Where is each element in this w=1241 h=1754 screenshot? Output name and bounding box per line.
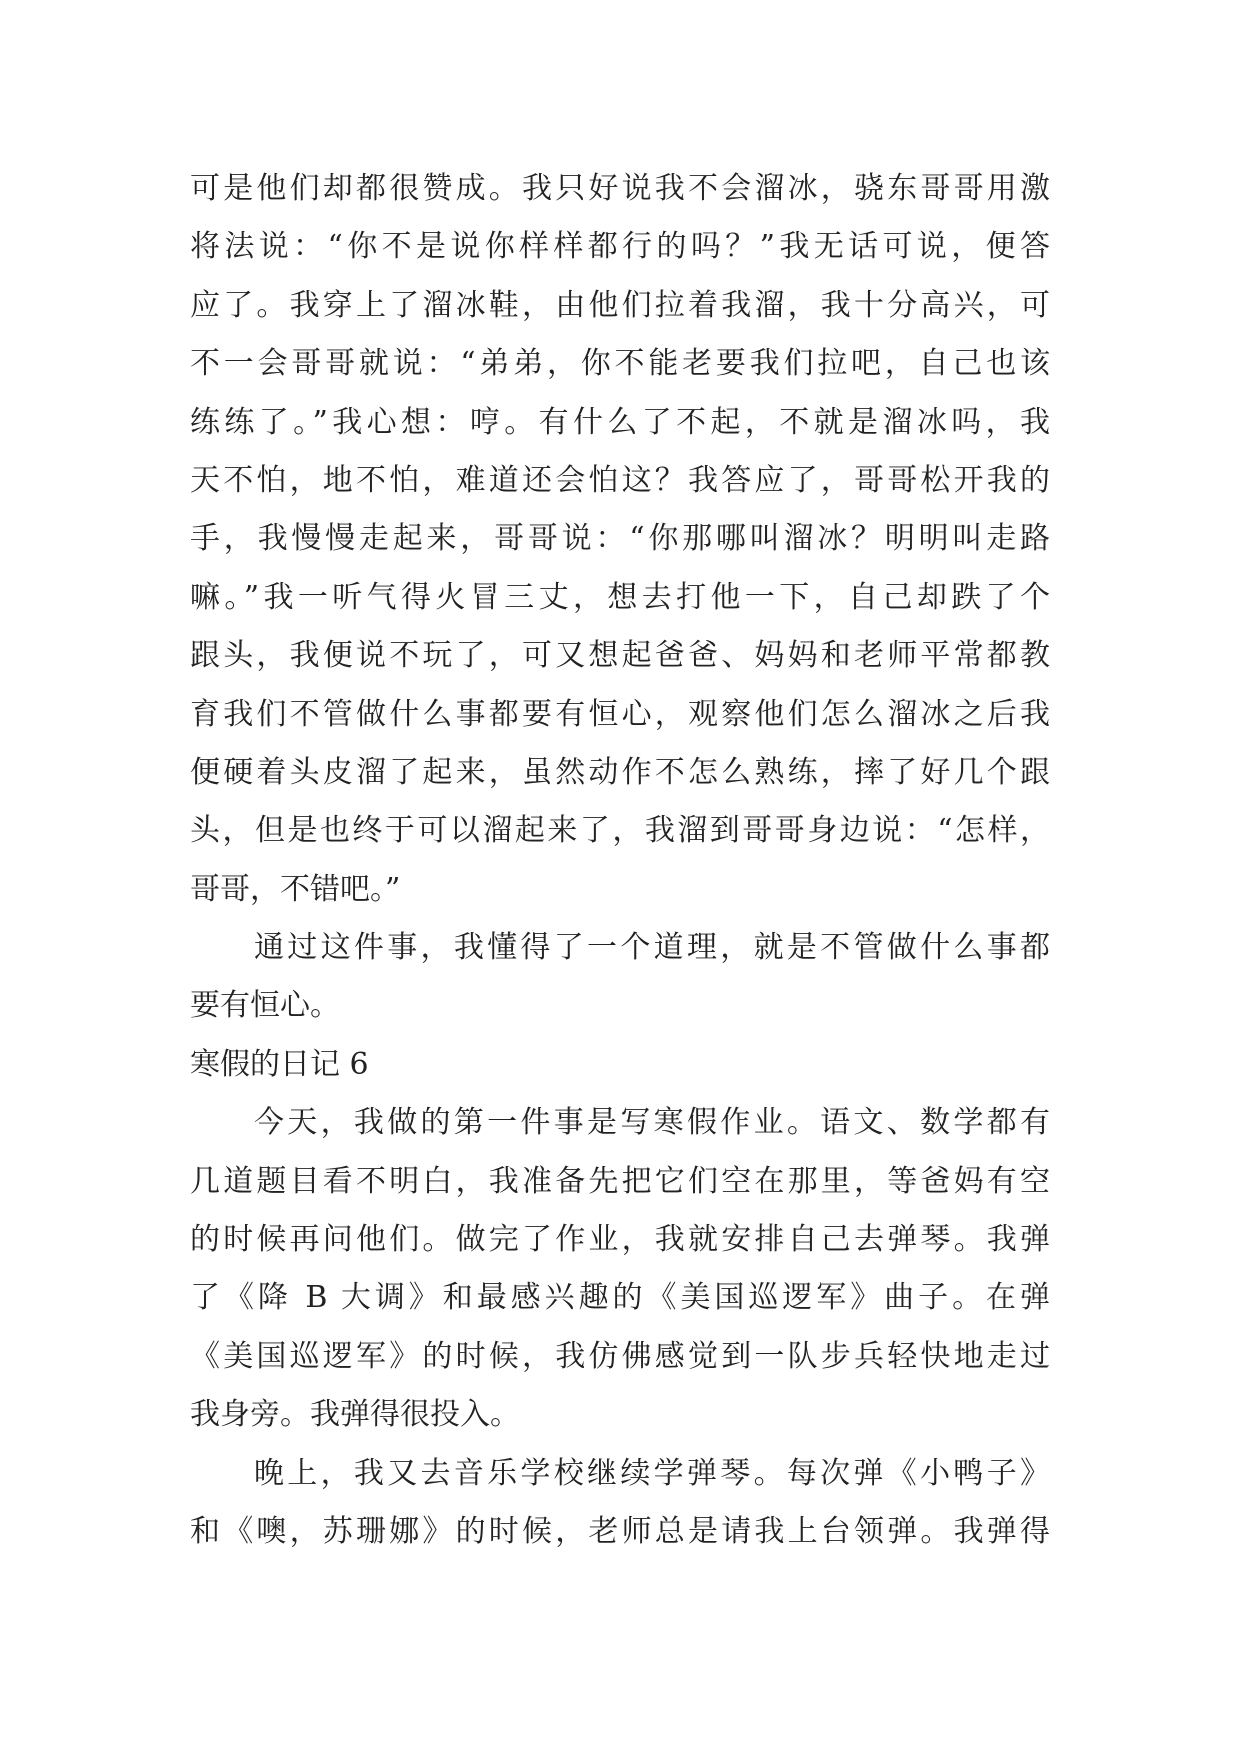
paragraph-start-line: 今天，我做的第一件事是写寒假作业。语文、数学都有 <box>254 1105 1050 1141</box>
text-line: 跟头，我便说不玩了，可又想起爸爸、妈妈和老师平常都教 <box>190 638 1050 674</box>
text-line: 了《降 B 大调》和最感兴趣的《美国巡逻军》曲子。在弹 <box>190 1280 1050 1316</box>
text-line: 要有恒心。 <box>190 988 340 1024</box>
text-line: 育我们不管做什么事都要有恒心，观察他们怎么溜冰之后我 <box>190 696 1050 732</box>
text-line: 我身旁。我弹得很投入。 <box>190 1397 520 1433</box>
text-line: 应了。我穿上了溜冰鞋，由他们拉着我溜，我十分高兴，可 <box>190 287 1050 323</box>
text-line: 头，但是也终于可以溜起来了，我溜到哥哥身边说：“怎样， <box>190 813 1050 849</box>
text-line: 将法说：“你不是说你样样都行的吗？”我无话可说，便答 <box>190 229 1050 265</box>
text-line: 天不怕，地不怕，难道还会怕这？我答应了，哥哥松开我的 <box>190 462 1050 498</box>
paragraph-start-line: 通过这件事，我懂得了一个道理，就是不管做什么事都 <box>254 930 1050 966</box>
text-line: 和《噢，苏珊娜》的时候，老师总是请我上台领弹。我弹得 <box>190 1513 1050 1549</box>
text-line: 手，我慢慢走起来，哥哥说：“你那哪叫溜冰？明明叫走路 <box>190 521 1050 557</box>
text-line: 不一会哥哥就说：“弟弟，你不能老要我们拉吧，自己也该 <box>190 346 1050 382</box>
text-line: 的时候再问他们。做完了作业，我就安排自己去弹琴。我弹 <box>190 1222 1050 1258</box>
paragraph-start-line: 晚上，我又去音乐学校继续学弹琴。每次弹《小鸭子》 <box>254 1455 1050 1491</box>
text-line: 便硬着头皮溜了起来，虽然动作不怎么熟练，摔了好几个跟 <box>190 754 1050 790</box>
section-heading: 寒假的日记 6 <box>190 1046 369 1082</box>
text-line: 可是他们却都很赞成。我只好说我不会溜冰，骁东哥哥用激 <box>190 171 1050 206</box>
text-line: 练练了。”我心想：哼。有什么了不起，不就是溜冰吗，我 <box>190 404 1050 440</box>
text-line: 哥哥，不错吧。” <box>190 871 401 907</box>
text-line: 《美国巡逻军》的时候，我仿佛感觉到一队步兵轻快地走过 <box>190 1338 1050 1374</box>
text-line: 几道题目看不明白，我准备先把它们空在那里，等爸妈有空 <box>190 1163 1050 1199</box>
document-body <box>190 160 1050 1561</box>
text-line: 嘛。”我一听气得火冒三丈，想去打他一下，自己却跌了个 <box>190 579 1050 615</box>
